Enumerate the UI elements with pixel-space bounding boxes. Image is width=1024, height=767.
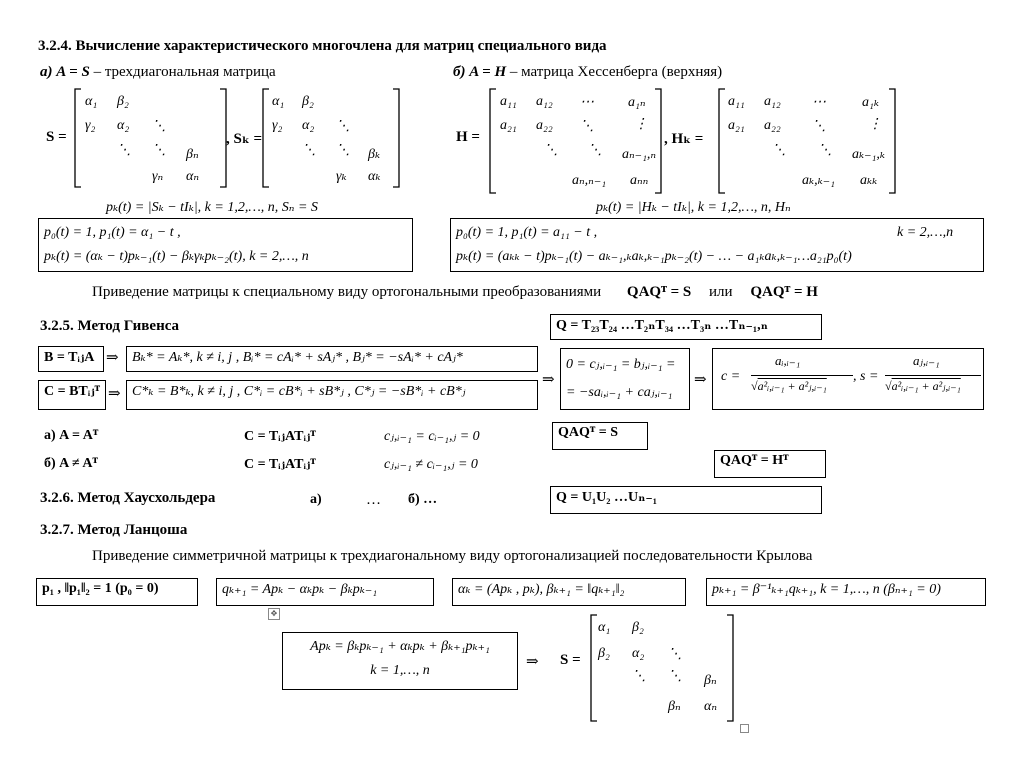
matrix-S-cell: ⋱ (152, 143, 166, 158)
matrix-H-cell: aₙ,ₙ₋₁ (572, 173, 607, 188)
matrix-S-cell: α₁ (85, 94, 98, 109)
lanczos-S-cell: α₂ (632, 646, 645, 661)
givens-s-denominator: √a²ᵢ,ᵢ₋₁ + a²ⱼ,ᵢ₋₁ (885, 379, 961, 393)
matrix-Sk-right-bracket (392, 88, 400, 188)
matrix-Sk-name: , Sₖ = (226, 131, 262, 147)
matrix-H-cell: a₂₁ (500, 118, 517, 133)
part-a-rec-line2: pₖ(t) = (αₖ − t)pₖ₋₁(t) − βₖγₖpₖ₋₂(t), k = 2,…, n (44, 249, 309, 264)
lanczos-S-cell: β₂ (632, 620, 644, 635)
part-a-label: а) A = S (40, 64, 90, 80)
matrix-S-name: S = (46, 129, 67, 145)
part-b-header (453, 64, 722, 81)
lanczos-S-left-bracket (590, 614, 598, 722)
givens-C-arrow: ⇒ (108, 386, 121, 402)
lanczos-arrow: ⇒ (526, 654, 539, 670)
move-handle-icon[interactable]: ✥ (268, 608, 280, 620)
reduction-or: или (709, 284, 733, 300)
givens-C-rules-box: C*ₖ = B*ₖ, k ≠ i, j , C*ᵢ = cB*ᵢ + sB*ⱼ , C*ⱼ = −sB*ᵢ + cB*ⱼ (126, 380, 538, 410)
matrix-S-cell: α₂ (117, 118, 130, 133)
givens-s-numerator: aⱼ,ᵢ₋₁ (913, 353, 940, 368)
lanczos-S-cell: βₙ (704, 673, 717, 688)
matrix-Hk-left-bracket (718, 88, 726, 194)
givens-c-fraction-bar (751, 375, 853, 376)
matrix-H-cell: a₁ₙ (628, 95, 646, 110)
part-b-desc: – матрица Хессенберга (верхняя) (509, 64, 723, 80)
reduction-line (92, 284, 818, 301)
lanczos-S-name: S = (560, 652, 581, 668)
matrix-Sk-cell: ⋱ (302, 143, 316, 158)
givens-case-b-result: QAQᵀ = Hᵀ (714, 450, 826, 478)
matrix-Hk-cell: a₂₂ (764, 118, 781, 133)
part-b-rec-k: k = 2,…,n (897, 225, 954, 240)
matrix-Hk-cell: ⋱ (818, 143, 832, 158)
givens-B-arrow: ⇒ (106, 350, 119, 366)
matrix-Hk-cell: ⋱ (812, 119, 826, 134)
part-b-det-formula: pₖ(t) = |Hₖ − tIₖ|, k = 1,2,…, n, Hₙ (596, 200, 791, 215)
matrix-S-left-bracket (74, 88, 82, 188)
matrix-S-cell: ⋱ (152, 119, 166, 134)
matrix-Hk-cell: a₁₂ (764, 94, 781, 109)
givens-arrow-zero: ⇒ (542, 372, 555, 388)
matrix-Hk-name: , Hₖ = (664, 131, 704, 147)
resize-handle-icon[interactable] (740, 724, 749, 733)
part-a-rec-line1: p₀(t) = 1, p₁(t) = α₁ − t , (44, 225, 181, 240)
lanczos-box-alpha-beta: αₖ = (Apₖ , pₖ), βₖ₊₁ = ‖qₖ₊₁‖₂ (452, 578, 686, 606)
matrix-Hk-cell: ⋯ (812, 95, 826, 110)
matrix-Sk-cell: ⋱ (336, 119, 350, 134)
matrix-H-left-bracket (489, 88, 497, 194)
part-a-recurrence-box (38, 218, 413, 272)
givens-B-box: B = TᵢⱼA (38, 346, 104, 372)
reduction-formula-H: QAQᵀ = H (750, 284, 818, 300)
lanczos-main-line2: k = 1,…, n (370, 663, 430, 678)
lanczos-box-p-next: pₖ₊₁ = β⁻¹ₖ₊₁qₖ₊₁, k = 1,…, n (βₙ₊₁ = 0) (706, 578, 986, 606)
matrix-Hk-cell: a₁₁ (728, 94, 745, 109)
matrix-Hk-cell: a₂₁ (728, 118, 745, 133)
householder-b: б) … (408, 492, 438, 507)
part-b-recurrence-box (450, 218, 984, 272)
matrix-Hk-cell: aₖₖ (860, 173, 878, 188)
givens-Q-box: Q = T₂₃T₂₄ …T₂ₙT₃₄ …T₃ₙ …Tₙ₋₁,ₙ (550, 314, 822, 340)
givens-case-a-C: C = TᵢⱼATᵢⱼᵀ (244, 429, 316, 444)
givens-zero-line2: = −saᵢ,ᵢ₋₁ + caⱼ,ᵢ₋₁ (566, 385, 673, 400)
givens-c-numerator: aᵢ,ᵢ₋₁ (775, 353, 801, 368)
givens-case-a-result: QAQᵀ = S (552, 422, 648, 450)
part-b-rec-line1: p₀(t) = 1, p₁(t) = a₁₁ − t , k = 2,…,n (456, 221, 978, 245)
part-b-label: б) A = H (453, 64, 507, 80)
lanczos-S-cell: αₙ (704, 699, 718, 714)
lanczos-S-cell: β₂ (598, 646, 610, 661)
givens-zero-line1: 0 = cⱼ,ᵢ₋₁ = bⱼ,ᵢ₋₁ = (566, 357, 676, 372)
lanczos-box-q: qₖ₊₁ = Apₖ − αₖpₖ − βₖpₖ₋₁ (216, 578, 434, 606)
matrix-H-cell: ⋱ (580, 119, 594, 134)
section-heading-326: 3.2.6. Метод Хаусхольдера (40, 490, 216, 506)
givens-c-denominator: √a²ᵢ,ᵢ₋₁ + a²ⱼ,ᵢ₋₁ (751, 379, 827, 393)
givens-s-fraction-bar (885, 375, 981, 376)
householder-Q-box: Q = U₁U₂ …Uₙ₋₁ (550, 486, 822, 514)
matrix-Sk-cell: γ₂ (272, 118, 283, 133)
matrix-Sk-cell: β₂ (302, 94, 314, 109)
matrix-H-right-bracket (654, 88, 662, 194)
lanczos-S-cell: α₁ (598, 620, 611, 635)
matrix-H-cell: a₂₂ (536, 118, 553, 133)
part-a-header (40, 64, 276, 81)
lanczos-S-cell: ⋱ (668, 669, 682, 684)
matrix-Hk-cell: aₖ₋₁,ₖ (852, 147, 885, 162)
lanczos-box-init: p₁ , ‖p₁‖₂ = 1 (p₀ = 0) (36, 578, 198, 606)
matrix-H-cell: a₁₂ (536, 94, 553, 109)
givens-B-rules-box: Bₖ* = Aₖ*, k ≠ i, j , Bᵢ* = cAᵢ* + sAⱼ* , Bⱼ* = −sAᵢ* + cAⱼ* (126, 346, 538, 372)
householder-a: а) (310, 492, 322, 507)
givens-c-lhs: c = (721, 369, 741, 384)
matrix-H-name: H = (456, 129, 480, 145)
matrix-S-cell: ⋱ (117, 143, 131, 158)
matrix-H-cell: ⋯ (580, 95, 594, 110)
givens-cs-box (712, 348, 984, 410)
matrix-Hk-cell: a₁ₖ (862, 95, 879, 110)
part-b-rec-line2: pₖ(t) = (aₖₖ − t)pₖ₋₁(t) − aₖ₋₁,ₖaₖ,ₖ₋₁pₖ₋₂(t) − … − a₁ₖaₖ,ₖ₋₁…a₂₁p₀(t) (456, 249, 852, 264)
lanczos-S-cell: ⋱ (668, 647, 682, 662)
matrix-S-cell: βₙ (186, 147, 199, 162)
matrix-H-cell: aₙₙ (630, 173, 649, 188)
matrix-H-cell: a₁₁ (500, 94, 517, 109)
givens-case-b: б) A ≠ Aᵀ (44, 456, 98, 471)
matrix-H-cell: ⋱ (588, 143, 602, 158)
matrix-Sk-cell: γₖ (336, 169, 347, 184)
givens-case-a: а) A = Aᵀ (44, 428, 99, 443)
lanczos-S-right-bracket (726, 614, 734, 722)
givens-C-box: C = BTᵢⱼᵀ (38, 380, 106, 410)
matrix-Sk-left-bracket (262, 88, 270, 188)
givens-s-lhs: , s = (853, 369, 879, 384)
reduction-text: Приведение матрицы к специальному виду ортогональными преобразованиями (92, 284, 602, 300)
matrix-Hk-right-bracket (888, 88, 896, 194)
matrix-Sk-cell: ⋱ (336, 143, 350, 158)
matrix-H-cell: aₙ₋₁,ₙ (622, 147, 657, 162)
section-heading-325: 3.2.5. Метод Гивенса (40, 318, 180, 334)
matrix-S-cell: γ₂ (85, 118, 96, 133)
matrix-Hk-cell: ⋱ (772, 143, 786, 158)
matrix-H-cell: ⋱ (544, 143, 558, 158)
matrix-Sk-cell: αₖ (368, 169, 381, 184)
givens-case-b-C: C = TᵢⱼATᵢⱼᵀ (244, 457, 316, 472)
part-a-det-formula: pₖ(t) = |Sₖ − tIₖ|, k = 1,2,…, n, Sₙ = S (106, 200, 318, 215)
givens-zero-box (560, 348, 690, 410)
matrix-S-cell: γₙ (152, 169, 164, 184)
matrix-Hk-cell: aₖ,ₖ₋₁ (802, 173, 835, 188)
householder-dots: … (366, 492, 381, 508)
matrix-Hk-cell: ⋮ (868, 117, 882, 132)
matrix-H-cell: ⋮ (634, 117, 648, 132)
reduction-formula-S: QAQᵀ = S (626, 284, 692, 300)
lanczos-main-line1: Apₖ = βₖpₖ₋₁ + αₖpₖ + βₖ₊₁pₖ₊₁ (310, 639, 490, 654)
lanczos-text: Приведение симметричной матрицы к трехдиагональному виду ортогонализацией последовательности Крылова (92, 548, 813, 564)
lanczos-S-cell: βₙ (668, 699, 681, 714)
givens-case-b-condition: cⱼ,ᵢ₋₁ ≠ cᵢ₋₁,ⱼ = 0 (384, 457, 478, 472)
matrix-Sk-cell: α₂ (302, 118, 315, 133)
lanczos-S-cell: ⋱ (632, 669, 646, 684)
givens-case-a-condition: cⱼ,ᵢ₋₁ = cᵢ₋₁,ⱼ = 0 (384, 429, 480, 444)
part-a-desc: – трехдиагональная матрица (93, 64, 276, 80)
matrix-S-cell: αₙ (186, 169, 200, 184)
section-heading-324: 3.2.4. Вычисление характеристического многочлена для матриц специального вида (38, 38, 607, 54)
givens-arrow-cs: ⇒ (694, 372, 707, 388)
matrix-Sk-cell: α₁ (272, 94, 285, 109)
lanczos-main-box (282, 632, 518, 690)
section-heading-327: 3.2.7. Метод Ланцоша (40, 522, 188, 538)
matrix-S-cell: β₂ (117, 94, 129, 109)
matrix-Sk-cell: βₖ (368, 147, 381, 162)
